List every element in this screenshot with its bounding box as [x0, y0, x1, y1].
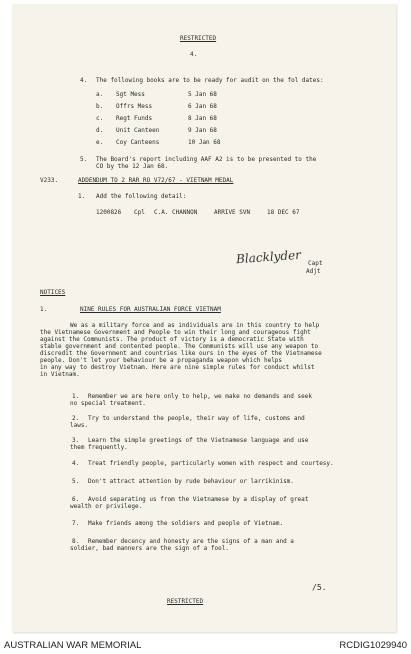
rule-text-line: wealth or privilege.: [70, 503, 143, 510]
detail-name: C.A. CHANNON: [154, 209, 198, 216]
order-item-text: Add the following detail:: [96, 193, 187, 200]
rule-text-line: Learn the simple greetings of the Vietnamese language and use: [88, 437, 309, 444]
book-name: Coy Canteens: [116, 139, 160, 146]
item5-line2: CO by the 12 Jan 68.: [96, 163, 169, 170]
rule-number: 1.: [72, 393, 80, 400]
rule-text-line: Remember we are here only to help, we make no demands and seek: [88, 393, 312, 400]
book-date: 5 Jan 68: [188, 91, 217, 98]
rule-text-line: soldier, bad manners are the sign of a fool.: [70, 545, 229, 552]
book-date: 8 Jan 68: [188, 115, 217, 122]
rule-text-line: Avoid separating us from the Vietnamese by a display of great: [88, 496, 309, 503]
order-reference: V233.: [40, 177, 59, 184]
book-name: Unit Canteen: [116, 127, 160, 134]
rule-text-line: laws.: [70, 422, 89, 429]
rule-number: 4.: [72, 460, 80, 467]
signatory-rank: Capt: [308, 260, 323, 267]
item4-intro: The following books are to be ready for audit on the fol dates:: [96, 77, 324, 84]
item5-line1: The Board's report including AAF A2 is to be presented to the: [96, 156, 317, 163]
detail-status: ARRIVE SVN: [214, 209, 251, 216]
book-letter: b.: [96, 103, 104, 110]
item5-number: 5.: [80, 156, 88, 163]
book-letter: a.: [96, 91, 104, 98]
notice-paragraph-line: the Vietnamese Government and People to win their long and courageous fight: [40, 329, 311, 336]
notice-paragraph-line: in any way to destroy Vietnam. Here are nine simple rules for conduct whilst: [40, 364, 315, 371]
rule-text-line: Try to understand the people, their way of life, customs and: [88, 415, 305, 422]
continued-marker: /5.: [312, 583, 327, 592]
rule-text-line: Don't attract attention by rude behaviour or larrikinism.: [88, 478, 294, 485]
rule-number: 2.: [72, 415, 80, 422]
archive-footer: [0, 638, 411, 652]
book-date: 10 Jan 68: [188, 139, 221, 146]
notice-paragraph-line: people. Don't let your behaviour be a propaganda weapon which helps: [40, 357, 283, 364]
notice-paragraph-line: against the Communists. The product of victory is a democratic State with: [40, 336, 304, 343]
detail-number: 1200826: [96, 209, 122, 216]
rule-number: 6.: [72, 496, 80, 503]
book-name: Offrs Mess: [116, 103, 153, 110]
document-page: [12, 4, 396, 632]
detail-date: 18 DEC 67: [267, 209, 300, 216]
archive-name: AUSTRALIAN WAR MEMORIAL: [4, 640, 142, 651]
handwritten-signature: Blacklyder: [235, 247, 302, 267]
rule-number: 8.: [72, 538, 80, 545]
rule-text-line: Remember decency and honesty are the signs of a man and a: [88, 538, 294, 545]
rule-text-line: Make friends among the soldiers and people of Vietnam.: [88, 520, 284, 527]
book-date: 6 Jan 68: [188, 103, 217, 110]
notice-paragraph-line: stable government and contented people. The Communists will use any weapon to: [40, 343, 319, 350]
book-letter: d.: [96, 127, 104, 134]
rule-number: 7.: [72, 520, 80, 527]
signatory-appointment: Adjt: [306, 268, 321, 275]
book-letter: e.: [96, 139, 104, 146]
rule-number: 3.: [72, 437, 80, 444]
notice-paragraph-line: discredit the Government and countries like ours in the eyes of the Vietnamese: [40, 350, 322, 357]
header-classification: RESTRICTED: [180, 35, 217, 42]
archive-reference: RCDIG1029940: [339, 640, 407, 651]
rule-text-line: Treat friendly people, particularly women with respect and courtesy.: [88, 460, 334, 467]
page-number: 4.: [190, 51, 198, 58]
rule-number: 5.: [72, 478, 80, 485]
notice-title: NINE RULES FOR AUSTRALIAN FORCE VIETNAM: [80, 306, 221, 313]
notice-number: 1.: [40, 306, 48, 313]
notice-paragraph-line: We as a military force and as individuals are in this country to help: [70, 322, 320, 329]
item4-number: 4.: [80, 77, 88, 84]
notices-heading: NOTICES: [40, 289, 66, 296]
order-item-number: 1.: [78, 193, 86, 200]
order-title: ADDENDUM TO 2 RAR RO V72/67 - VIETNAM MEDAL: [78, 177, 234, 184]
detail-rank: Cpl: [134, 209, 145, 216]
notice-paragraph-line: in Vietnam.: [40, 371, 80, 378]
book-letter: c.: [96, 115, 104, 122]
rule-text-line: them frequently.: [70, 444, 128, 451]
footer-classification: RESTRICTED: [167, 598, 204, 605]
book-name: Regt Funds: [116, 115, 153, 122]
book-name: Sgt Mess: [116, 91, 145, 98]
rule-text-line: no special treatment.: [70, 400, 146, 407]
book-date: 9 Jan 68: [188, 127, 217, 134]
